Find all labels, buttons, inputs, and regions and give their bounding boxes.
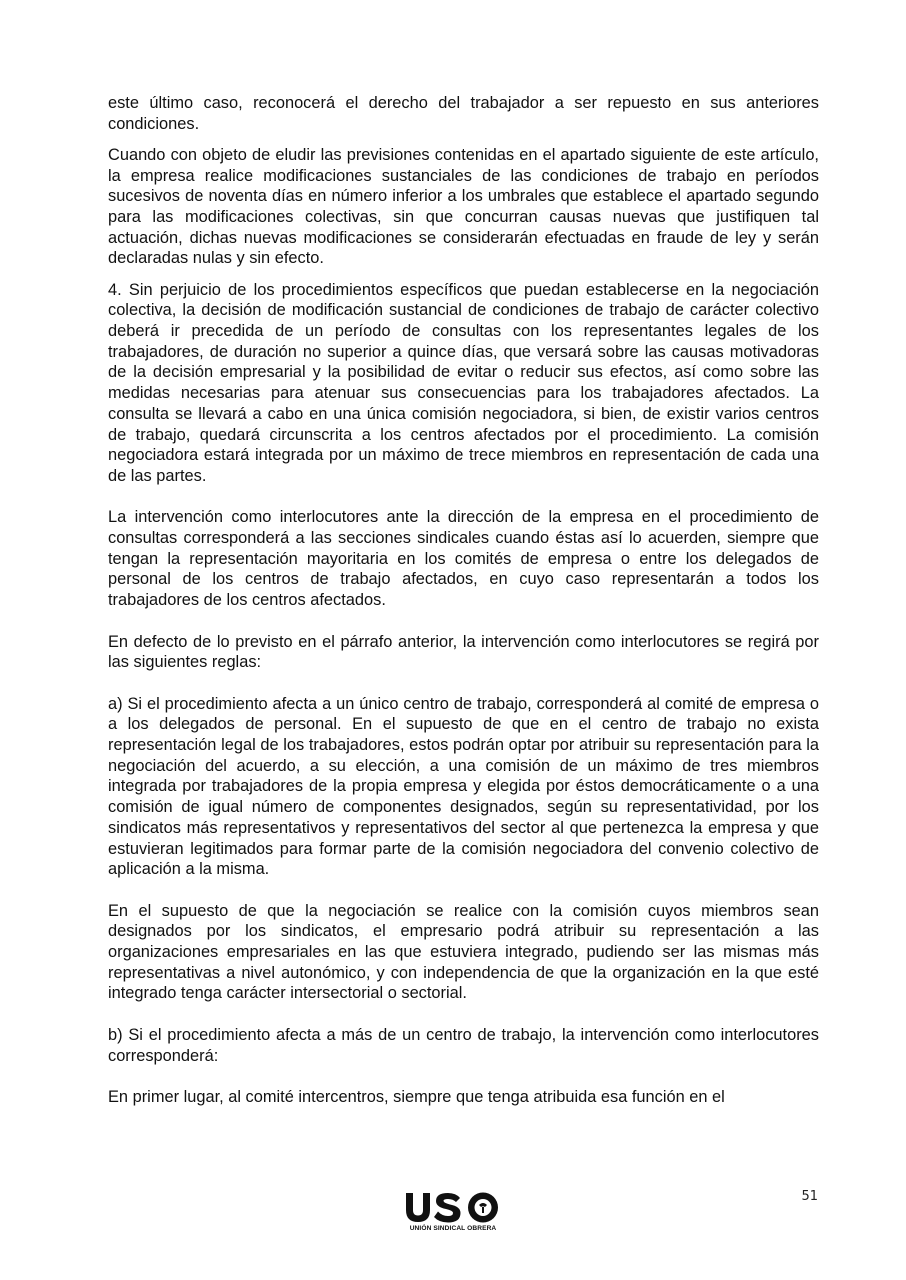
- paragraph: 4. Sin perjuicio de los procedimientos específicos que puedan establecerse en la negociación colectiva, la decisión de modificación sustancial de condiciones de trabajo de carácter colectivo deberá ir precedida de un período de consultas con los representantes legales de los trabajadores, de duración no superior a quince días, que versará sobre las causas motivadoras de la decisión empresarial y la posibilidad de evitar o reducir sus efectos, así como sobre las medidas necesarias para atenuar sus consecuencias para los trabajadores afectados. La consulta se llevará a cabo en una única comisión negociadora, si bien, de existir varios centros de trabajo, quedará circunscrita a los centros afectados por el procedimiento. La comisión negociadora estará integrada por un máximo de trece miembros en representación de cada una de las partes.: [108, 280, 819, 485]
- paragraph: a) Si el procedimiento afecta a un único centro de trabajo, corresponderá al comité de empresa o a los delegados de personal. En el supuesto de que en el centro de trabajo no exista representación legal de los trabajadores, estos podrán optar por atribuir su representación para la negociación del acuerdo, a su elección, a una comisión de un máximo de tres miembros integrada por trabajadores de la propia empresa y elegida por éstos democráticamente o a una comisión de igual número de componentes designados, según su representatividad, por los sindicatos más representativos y representativos del sector al que pertenezca la empresa y que estuvieran legitimados para formar parte de la comisión negociadora del convenio colectivo de aplicación a la misma.: [108, 694, 819, 879]
- paragraph: En defecto de lo previsto en el párrafo anterior, la intervención como interlocutores se regirá por las siguientes reglas:: [108, 632, 819, 672]
- paragraph: este último caso, reconocerá el derecho del trabajador a ser repuesto en sus anteriores condiciones.: [108, 94, 819, 133]
- page-number: 51: [801, 1189, 818, 1204]
- paragraph: Cuando con objeto de eludir las previsiones contenidas en el apartado siguiente de este artículo, la empresa realice modificaciones sustanciales de las condiciones de trabajo en períodos sucesivos de noventa días en número inferior a los umbrales que establece el apartado segundo para las modificaciones colectivas, sin que concurran causas nuevas que justifiquen tal actuación, dichas nuevas modificaciones se considerarán efectuadas en fraude de ley y serán declaradas nulas y sin efecto.: [108, 145, 819, 268]
- paragraph: En el supuesto de que la negociación se realice con la comisión cuyos miembros sean designados por los sindicatos, el empresario podrá atribuir su representación a las organizaciones empresariales en las que estuviera integrado, pudiendo ser las mismas más representativas a nivel autonómico, y con independencia de que la organización en la que esté integrado tenga carácter intersectorial o sectorial.: [108, 901, 819, 1003]
- document-body: [108, 93, 819, 1128]
- uso-logo: [403, 1191, 507, 1239]
- paragraph: La intervención como interlocutores ante la dirección de la empresa en el procedimiento de consultas corresponderá a las secciones sindicales cuando éstas así lo acuerden, siempre que tengan la representación mayoritaria en los comités de empresa o entre los delegados de personal de los centros de trabajo afectados, en cuyo caso representarán a todos los trabajadores de los centros afectados.: [108, 508, 819, 610]
- paragraph: b) Si el procedimiento afecta a más de un centro de trabajo, la intervención como interlocutores corresponderá:: [108, 1025, 819, 1065]
- uso-logo-mark: [403, 1191, 503, 1225]
- logo-caption: UNIÓN SINDICAL OBRERA: [409, 1225, 497, 1232]
- paragraph: En primer lugar, al comité intercentros, siempre que tenga atribuida esa función en el: [108, 1087, 725, 1106]
